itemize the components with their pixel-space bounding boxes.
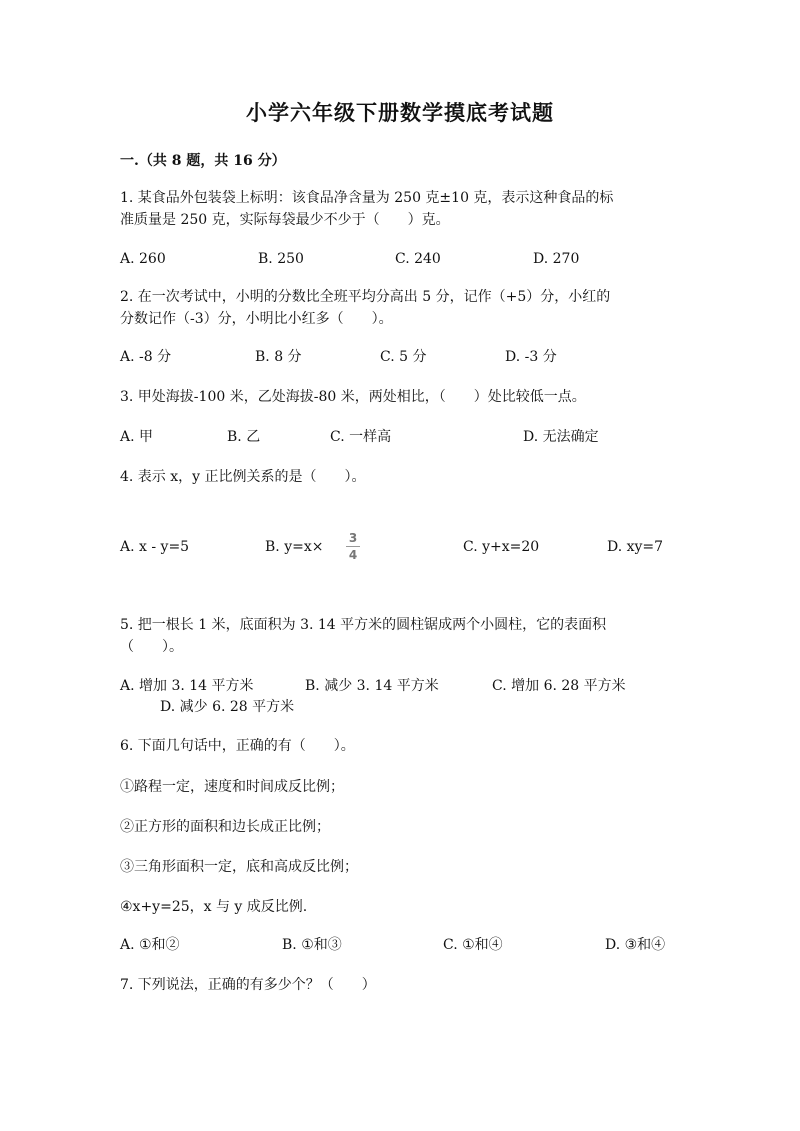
question-4-line-1: 4. 表示 x，y 正比例关系的是（ ）。 (120, 469, 366, 485)
question-6-option-d: D. ③和④ (605, 937, 666, 953)
question-6-statement-1: ①路程一定，速度和时间成反比例； (120, 779, 344, 795)
question-2-option-d: D. -3 分 (505, 349, 557, 365)
question-3-option-d: D. 无法确定 (523, 429, 599, 445)
question-1-option-c: C. 240 (395, 251, 441, 267)
question-4-option-c: C. y+x=20 (463, 539, 540, 555)
question-3-option-a: A. 甲 (120, 429, 154, 445)
question-6-line-1: 6. 下面几句话中，正确的有（ ）。 (120, 738, 355, 754)
question-7-line-1: 7. 下列说法，正确的有多少个？（ ） (120, 977, 376, 993)
fraction-numerator: 3 (348, 531, 358, 545)
question-1-option-b: B. 250 (258, 251, 304, 267)
question-5-option-a: A. 增加 3. 14 平方米 (120, 678, 254, 694)
question-4-option-a: A. x - y=5 (120, 539, 190, 555)
question-1-option-a: A. 260 (120, 251, 166, 267)
question-1-line-1: 1. 某食品外包装袋上标明：该食品净含量为 250 克±10 克，表示这种食品的标 (120, 190, 614, 206)
question-6-option-c: C. ①和④ (443, 937, 503, 953)
question-3-option-b: B. 乙 (227, 429, 261, 445)
question-2-option-c: C. 5 分 (380, 349, 427, 365)
question-3-option-c: C. 一样高 (330, 429, 392, 445)
section-header: 一.（共 8 题，共 16 分） (120, 153, 286, 169)
question-1-line-2: 准质量是 250 克，实际每袋最少不少于（ ）克。 (120, 212, 450, 228)
fraction-three-quarters (346, 531, 360, 562)
question-3-line-1: 3. 甲处海拔-100 米，乙处海拔-80 米，两处相比，（ ）处比较低一点。 (120, 389, 586, 405)
question-5-option-d: D. 减少 6. 28 平方米 (160, 699, 295, 715)
question-2-option-b: B. 8 分 (255, 349, 302, 365)
question-4-option-b: B. y=x× (265, 539, 324, 555)
question-6-option-b: B. ①和③ (282, 937, 342, 953)
question-6-statement-4: ④x+y=25，x 与 y 成反比例. (120, 899, 308, 915)
question-6-option-a: A. ①和② (120, 937, 180, 953)
question-5-line-1: 5. 把一根长 1 米，底面积为 3. 14 平方米的圆柱锯成两个小圆柱，它的表面积 (120, 617, 607, 633)
question-5-option-c: C. 增加 6. 28 平方米 (492, 678, 626, 694)
question-2-line-2: 分数记作（-3）分，小明比小红多（ ）。 (120, 311, 393, 327)
question-2-option-a: A. -8 分 (120, 349, 172, 365)
question-6-statement-3: ③三角形面积一定，底和高成反比例； (120, 859, 358, 875)
question-5-line-2: （ ）。 (120, 639, 183, 655)
fraction-denominator: 4 (348, 548, 358, 562)
question-6-statement-2: ②正方形的面积和边长成正比例； (120, 819, 330, 835)
page-title: 小学六年级下册数学摸底考试题 (246, 100, 554, 125)
fraction-bar (346, 546, 360, 547)
question-5-option-b: B. 减少 3. 14 平方米 (305, 678, 439, 694)
question-4-option-d: D. xy=7 (607, 539, 664, 555)
question-2-line-1: 2. 在一次考试中，小明的分数比全班平均分高出 5 分，记作（+5）分，小红的 (120, 289, 611, 305)
question-1-option-d: D. 270 (533, 251, 580, 267)
